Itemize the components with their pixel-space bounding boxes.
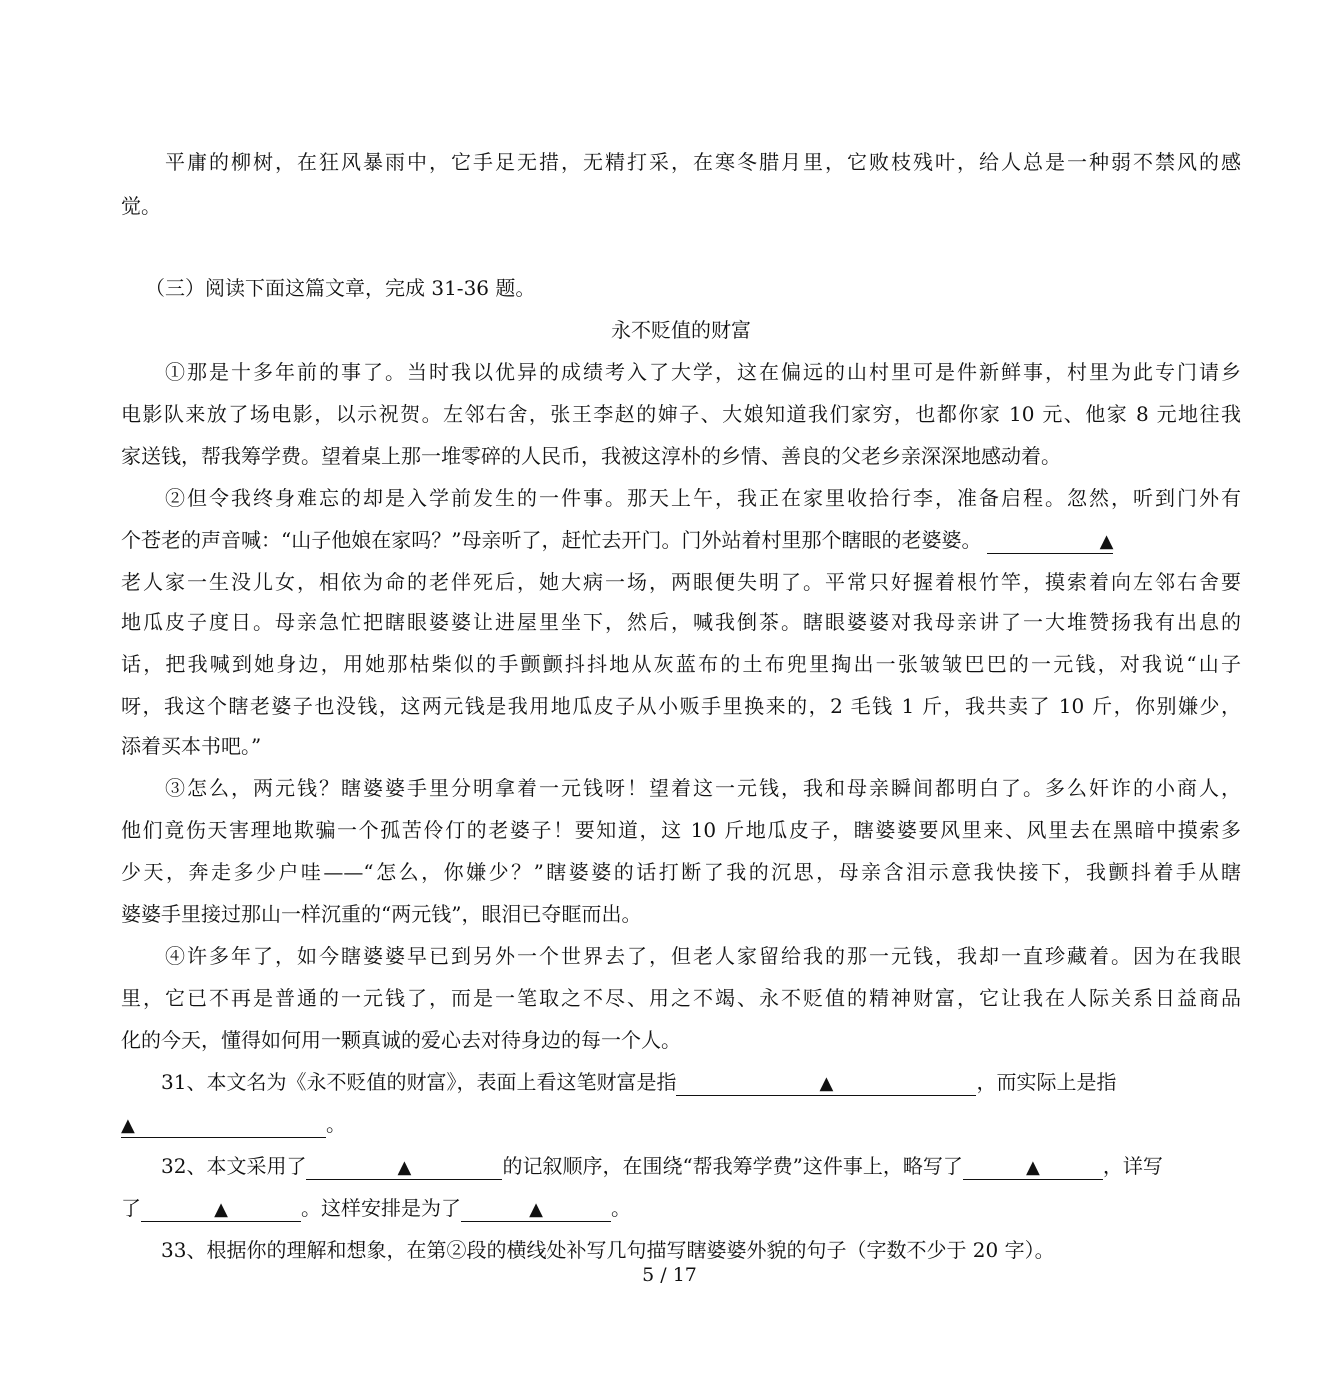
p4-line-3: 化的今天，懂得如何用一颗真诚的爱心去对待身边的每一个人。 — [121, 1028, 681, 1052]
q32-answer-blank-2[interactable] — [963, 1157, 1103, 1180]
blank-marker-icon: ▲ — [529, 1199, 543, 1220]
p2-line-2-text: 个苍老的声音喊：“山子他娘在家吗？”母亲听了，赶忙去开门。门外站着村里那个瞎眼的老婆婆。 — [121, 528, 982, 552]
q32-answer-blank-4[interactable] — [461, 1199, 611, 1222]
p3-line-1: ③怎么，两元钱？瞎婆婆手里分明拿着一元钱呀！望着这一元钱，我和母亲瞬间都明白了。多么奸诈的小商人， — [121, 776, 1241, 800]
q31-answer-blank-1[interactable] — [676, 1073, 976, 1096]
p2-line-3: 老人家一生没儿女，相依为命的老伴死后，她大病一场，两眼便失明了。平常只好握着根竹竿，摸索着向左邻右舍要 — [121, 570, 1241, 594]
q32-text-d: 了 — [121, 1196, 141, 1220]
p3-line-4: 婆婆手里接过那山一样沉重的“两元钱”，眼泪已夺眶而出。 — [121, 902, 642, 926]
p2-line-7: 添着买本书吧。” — [121, 734, 262, 758]
q31-text-c: 。 — [326, 1112, 346, 1136]
q32-text-a: 32、本文采用了 — [121, 1154, 307, 1178]
article-title: 永不贬值的财富 — [611, 318, 751, 342]
q31-text-b: ，而实际上是指 — [976, 1070, 1117, 1094]
blank-marker-icon: ▲ — [397, 1157, 412, 1178]
p2-line-2 — [121, 526, 1241, 554]
p2-line-4: 地瓜皮子度日。母亲急忙把瞎眼婆婆让进屋里坐下，然后，喊我倒茶。瞎眼婆婆对我母亲讲了一大堆赞扬我有出息的 — [121, 610, 1241, 634]
prev-paragraph-line-2: 觉。 — [121, 194, 161, 218]
p3-line-2: 他们竟伤天害理地欺骗一个孤苦伶仃的老婆子！要知道，这 10 斤地瓜皮子，瞎婆婆要风里来、风里去在黑暗中摸索多 — [121, 818, 1241, 842]
q32-text-b: 的记叙顺序，在围绕“帮我筹学费”这件事上，略写了 — [502, 1154, 963, 1178]
p1-line-2: 电影队来放了场电影，以示祝贺。左邻右舍，张王李赵的婶子、大娘知道我们家穷，也都你家 10 元、他家 8 元地往我 — [121, 402, 1241, 426]
q32-answer-blank-1[interactable] — [306, 1157, 502, 1180]
question-31-line-2 — [121, 1110, 1241, 1138]
question-33: 33、根据你的理解和想象，在第②段的横线处补写几句描写瞎婆婆外貌的句子（字数不少于 20 字）。 — [121, 1238, 1055, 1262]
q32-answer-blank-3[interactable] — [141, 1199, 301, 1222]
section-heading: （三）阅读下面这篇文章，完成 31-36 题。 — [145, 276, 536, 300]
question-32-line-2 — [121, 1194, 1241, 1222]
blank-marker-icon: ▲ — [214, 1199, 228, 1220]
p2-line-6: 呀，我这个瞎老婆子也没钱，这两元钱是我用地瓜皮子从小贩手里换来的，2 毛钱 1 斤，我共卖了 10 斤，你别嫌少， — [121, 694, 1241, 718]
page-number: 5 / 17 — [642, 1264, 697, 1286]
blank-marker-icon: ▲ — [1025, 1157, 1040, 1178]
question-32-line-1 — [121, 1152, 1241, 1180]
prev-paragraph-line-1: 平庸的柳树，在狂风暴雨中，它手足无措，无精打采，在寒冬腊月里，它败枝残叶，给人总是一种弱不禁风的感 — [121, 150, 1241, 174]
p1-line-3: 家送钱，帮我筹学费。望着桌上那一堆零碎的人民币，我被这淳朴的乡情、善良的父老乡亲深深地感动着。 — [121, 444, 1061, 468]
q31-answer-blank-2[interactable] — [121, 1115, 326, 1138]
p3-line-3: 少天，奔走多少户哇——“怎么，你嫌少？”瞎婆婆的话打断了我的沉思，母亲含泪示意我快接下，我颤抖着手从瞎 — [121, 860, 1241, 884]
blank-marker-icon: ▲ — [121, 1115, 135, 1136]
p4-line-2: 里，它已不再是普通的一元钱了，而是一笔取之不尽、用之不竭、永不贬值的精神财富，它让我在人际关系日益商品 — [121, 986, 1241, 1010]
appearance-answer-blank[interactable] — [987, 531, 1113, 554]
p1-line-1: ①那是十多年前的事了。当时我以优异的成绩考入了大学，这在偏远的山村里可是件新鲜事，村里为此专门请乡 — [121, 360, 1241, 384]
q32-text-c: ，详写 — [1102, 1154, 1163, 1178]
q32-text-f: 。 — [611, 1196, 631, 1220]
p4-line-1: ④许多年了，如今瞎婆婆早已到另外一个世界去了，但老人家留给我的那一元钱，我却一直珍藏着。因为在我眼 — [121, 944, 1241, 968]
question-31-line-1 — [121, 1068, 1241, 1096]
p2-line-5: 话，把我喊到她身边，用她那枯柴似的手颤颤抖抖地从灰蓝布的土布兜里掏出一张皱皱巴巴的一元钱，对我说“山子 — [121, 652, 1241, 676]
blank-marker-icon: ▲ — [819, 1073, 834, 1094]
blank-marker-icon: ▲ — [1099, 531, 1114, 552]
p2-line-1: ②但令我终身难忘的却是入学前发生的一件事。那天上午，我正在家里收拾行李，准备启程。忽然，听到门外有 — [121, 486, 1241, 510]
q32-text-e: 。这样安排是为了 — [301, 1196, 461, 1220]
q31-text-a: 31、本文名为《永不贬值的财富》，表面上看这笔财富是指 — [121, 1070, 677, 1094]
